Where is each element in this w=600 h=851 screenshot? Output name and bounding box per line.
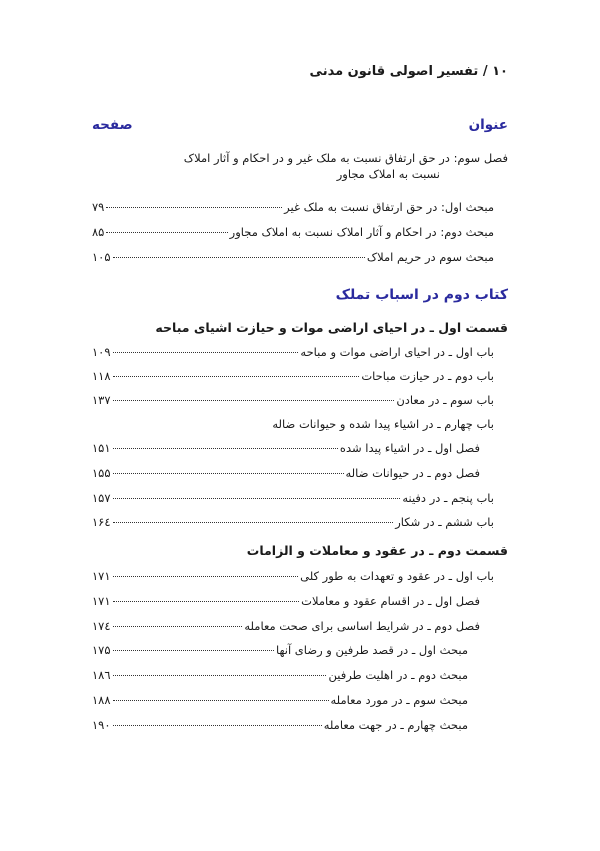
toc-entry-page: ۱۷۱ (92, 569, 111, 583)
toc-entry-title: فصل اول ـ در اقسام عقود و معاملات (301, 594, 480, 608)
toc-entry-title: باب ششم ـ در شکار (395, 515, 494, 529)
toc-entry[interactable] (92, 392, 494, 408)
toc-entry[interactable] (92, 568, 494, 584)
toc-entry-title: باب چهارم ـ در اشیاء پیدا شده و حیوانات ضاله (272, 417, 494, 431)
toc-entry-page: ۱۸٦ (92, 668, 111, 682)
toc-entry[interactable] (92, 249, 494, 265)
toc-entry[interactable] (92, 368, 494, 384)
dot-leader (113, 498, 401, 499)
toc-entry-title: باب اول ـ در عقود و تعهدات به طور کلی (300, 569, 494, 583)
toc-entry-page: ۱۳۷ (92, 393, 111, 407)
toc-entry-title: فصل اول ـ در اشیاء پیدا شده (339, 441, 480, 455)
column-headings (92, 117, 508, 133)
toc-entry-page: ۱۸۸ (92, 693, 111, 707)
book-heading: کتاب دوم در اسباب تملک (335, 287, 508, 303)
toc-entry[interactable] (92, 618, 480, 634)
toc-entry[interactable] (92, 717, 468, 733)
toc-entry-page: ۱۵۷ (92, 491, 111, 505)
toc-entry-title: مبحث سوم در حریم املاک (366, 250, 494, 264)
toc-entry-page: ۱۹۰ (92, 718, 111, 732)
toc-entry[interactable] (92, 490, 494, 506)
toc-entry-title: باب اول ـ در احیای اراضی موات و مباحه (300, 345, 494, 359)
dot-leader (106, 232, 227, 233)
dot-leader (113, 400, 395, 401)
toc-entry[interactable] (92, 465, 480, 481)
toc-entry-page: ۱۰۹ (92, 345, 111, 359)
dot-leader (113, 257, 365, 258)
page-number: ۱۰ (492, 64, 508, 79)
toc-entry-title: مبحث اول: در حق ارتفاق نسبت به ملک غیر (284, 200, 494, 214)
dot-leader (113, 601, 300, 602)
toc-entry-page: ۷۹ (92, 200, 105, 214)
dot-leader (113, 675, 327, 676)
part-heading: قسمت دوم ـ در عقود و معاملات و الزامات (246, 543, 508, 558)
dot-leader (113, 700, 329, 701)
chapter-heading-line1: فصل سوم: در حق ارتفاق نسبت به ملک غیر و در احکام و آثار املاک (183, 151, 508, 165)
toc-entry-page: ۱۵۱ (92, 441, 111, 455)
toc-entry-title: فصل دوم ـ در حیوانات ضاله (345, 466, 480, 480)
part-heading: قسمت اول ـ در احیای اراضی موات و حیازت اشیای مباحه (155, 320, 508, 335)
running-header (92, 64, 508, 79)
dot-leader (113, 650, 274, 651)
toc-entry-title: باب پنجم ـ در دفینه (402, 491, 494, 505)
column-page: صفحه (92, 117, 133, 133)
toc-entry[interactable] (92, 514, 494, 530)
dot-leader (113, 725, 322, 726)
dot-leader (113, 352, 299, 353)
toc-entry-page: ۱۵۵ (92, 466, 111, 480)
toc-entry-page: ۱۶٤ (92, 515, 111, 529)
toc-entry-page: ۱۱۸ (92, 369, 111, 383)
toc-entry-page: ۸۵ (92, 225, 105, 239)
toc-entry-page: ۱۷٤ (92, 619, 111, 633)
toc-entry[interactable] (92, 224, 494, 240)
toc-entry-title: مبحث دوم: در احکام و آثار املاک نسبت به املاک مجاور (229, 225, 494, 239)
toc-entry[interactable] (92, 593, 480, 609)
toc-entry-title: فصل دوم ـ در شرایط اساسی برای صحت معامله (244, 619, 480, 633)
column-title: عنوان (468, 117, 508, 133)
toc-entry-title: مبحث سوم ـ در مورد معامله (330, 693, 468, 707)
toc-entry-title: مبحث چهارم ـ در جهت معامله (323, 718, 468, 732)
toc-entry-title: مبحث دوم ـ در اهلیت طرفین (328, 668, 468, 682)
header-separator: / (482, 64, 488, 79)
toc-entry-page: ۱۷۵ (92, 643, 111, 657)
chapter-heading-line2: نسبت به املاک مجاور (336, 167, 440, 181)
toc-entry-page: ۱۷۱ (92, 594, 111, 608)
dot-leader (113, 576, 299, 577)
dot-leader (113, 522, 394, 523)
toc-entry[interactable] (92, 440, 480, 456)
dot-leader (113, 448, 338, 449)
toc-entry-title: باب سوم ـ در معادن (396, 393, 494, 407)
toc-entry[interactable] (92, 416, 494, 432)
toc-entry-title: باب دوم ـ در حیازت مباحات (361, 369, 494, 383)
dot-leader (113, 626, 243, 627)
toc-entry[interactable] (92, 692, 468, 708)
dot-leader (106, 207, 282, 208)
dot-leader (113, 473, 344, 474)
dot-leader (113, 376, 360, 377)
book-title-header: تفسیر اصولی قانون مدنی (309, 64, 479, 79)
toc-entry[interactable] (92, 667, 468, 683)
toc-entry[interactable] (92, 199, 494, 215)
toc-entry[interactable] (92, 344, 494, 360)
toc-entry-page: ۱۰۵ (92, 250, 111, 264)
chapter-heading (92, 150, 508, 182)
toc-entry[interactable] (92, 642, 468, 658)
toc-entry-title: مبحث اول ـ در قصد طرفین و رضای آنها (275, 643, 468, 657)
